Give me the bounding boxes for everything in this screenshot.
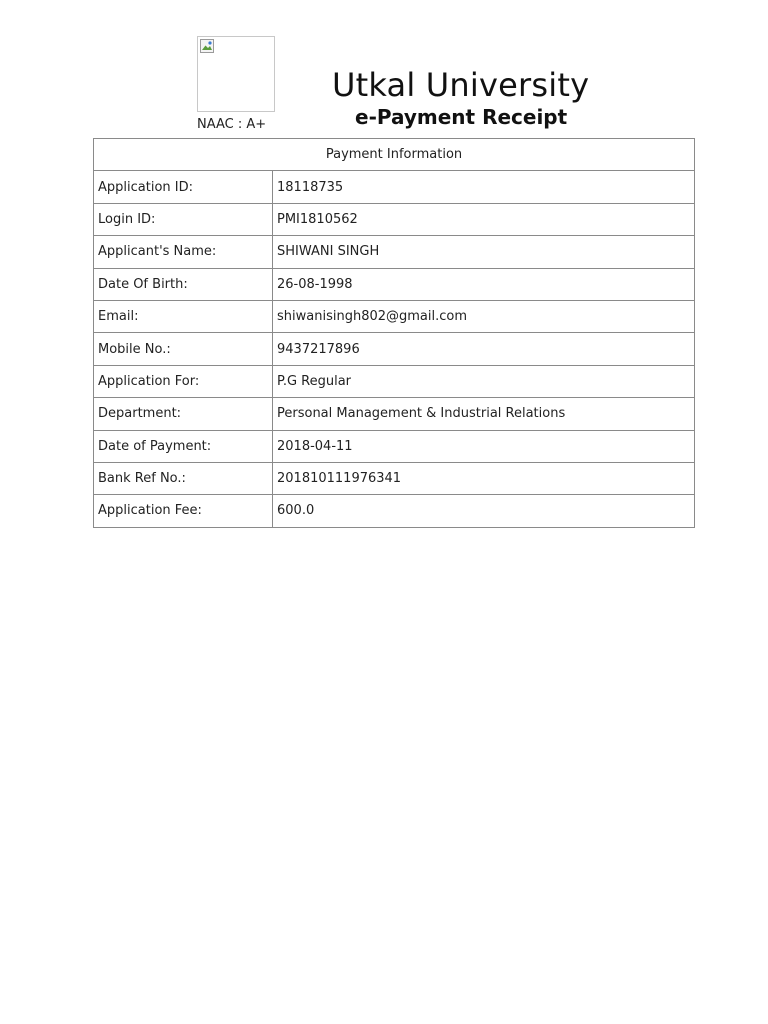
row-value: 2018-04-11	[273, 430, 695, 462]
row-label: Application Fee:	[94, 495, 273, 527]
broken-image-icon	[200, 39, 214, 53]
table-row	[94, 333, 695, 365]
row-value: shiwanisingh802@gmail.com	[273, 300, 695, 332]
row-label: Email:	[94, 300, 273, 332]
table-row	[94, 268, 695, 300]
university-title: Utkal University	[332, 66, 590, 104]
row-label: Application ID:	[94, 171, 273, 203]
table-row	[94, 495, 695, 527]
row-value: 201810111976341	[273, 462, 695, 494]
row-value: 26-08-1998	[273, 268, 695, 300]
table-row	[94, 365, 695, 397]
table-row	[94, 300, 695, 332]
row-label: Department:	[94, 398, 273, 430]
naac-grade: NAAC : A+	[197, 117, 267, 132]
row-value: 9437217896	[273, 333, 695, 365]
row-value: PMI1810562	[273, 203, 695, 235]
row-label: Applicant's Name:	[94, 236, 273, 268]
row-label: Date Of Birth:	[94, 268, 273, 300]
row-label: Application For:	[94, 365, 273, 397]
table-heading: Payment Information	[94, 139, 695, 171]
receipt-title: e-Payment Receipt	[355, 105, 568, 129]
payment-information-table	[93, 138, 695, 528]
row-label: Login ID:	[94, 203, 273, 235]
row-value: 600.0	[273, 495, 695, 527]
table-row	[94, 430, 695, 462]
row-value: Personal Management & Industrial Relations	[273, 398, 695, 430]
table-row	[94, 462, 695, 494]
row-value: 18118735	[273, 171, 695, 203]
row-value: SHIWANI SINGH	[273, 236, 695, 268]
table-row	[94, 171, 695, 203]
university-logo-placeholder	[197, 36, 275, 112]
row-label: Date of Payment:	[94, 430, 273, 462]
table-row	[94, 236, 695, 268]
row-label: Bank Ref No.:	[94, 462, 273, 494]
table-row	[94, 203, 695, 235]
row-value: P.G Regular	[273, 365, 695, 397]
table-row	[94, 398, 695, 430]
table-header-row	[94, 139, 695, 171]
row-label: Mobile No.:	[94, 333, 273, 365]
